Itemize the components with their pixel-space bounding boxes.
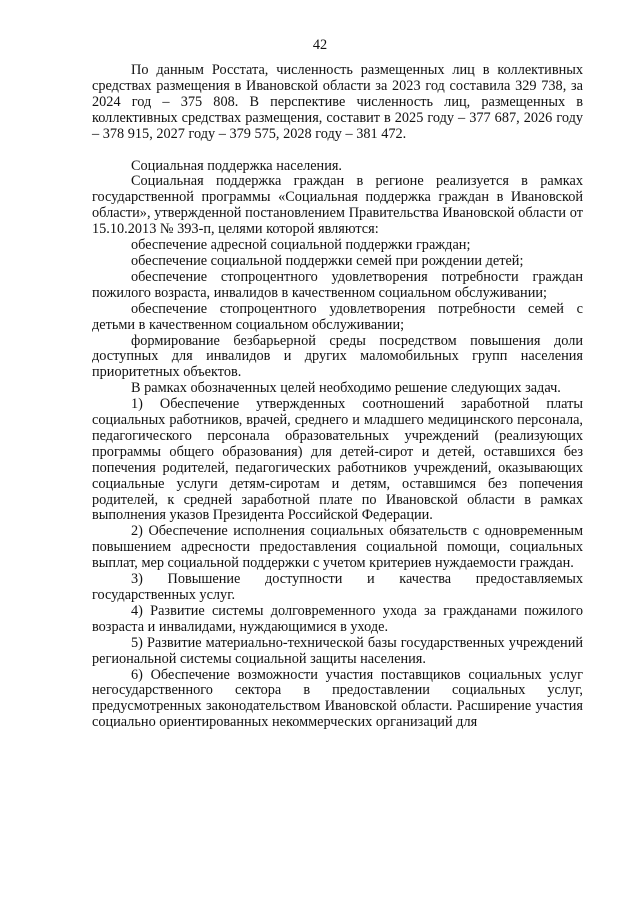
- goal-item: обеспечение стопроцентного удовлетворения потребности семей с детьми в качественном социальном обслуживании;: [92, 300, 583, 333]
- goal-item: формирование безбарьерной среды посредством повышения доли доступных для инвалидов и других маломобильных групп населения приоритетных объектов.: [92, 332, 583, 381]
- document-body: [92, 63, 583, 731]
- goal-item: обеспечение стопроцентного удовлетворения потребности граждан пожилого возраста, инвалидов в качественном социальном обслуживании;: [92, 268, 583, 301]
- paragraph-tasks-intro: В рамках обозначенных целей необходимо решение следующих задач.: [131, 380, 561, 397]
- paragraph-program: Социальная поддержка граждан в регионе реализуется в рамках государственной программы «Социальная поддержка граждан в Ивановской области», утвержденной постановлением Правительства Ивановской области от 15.10.2013 № 393-п, целями которой являются:: [92, 173, 583, 238]
- task-item: 2) Обеспечение исполнения социальных обязательств с одновременным повышением адресности предоставления социальной помощи, социальных выплат, мер социальной поддержки с учетом критериев нуждаемости граждан.: [92, 523, 583, 572]
- paragraph-statistics: По данным Росстата, численность размещенных лиц в коллективных средствах размещения в Ивановской области за 2023 год составила 329 738, за 2024 год – 375 808. В перспективе численность лиц, размещенных в коллективных средствах размещения, составит в 2025 году – 377 687, 2026 году – 378 915, 2027 году – 379 575, 2028 году – 381 472.: [92, 62, 583, 142]
- task-item: 6) Обеспечение возможности участия поставщиков социальных услуг негосударственного сектора в предоставлении социальных услуг, предусмотренных законодательством Ивановской области. Расширение участия социально ориентированных некоммерческих организаций для: [92, 666, 583, 731]
- task-item: 5) Развитие материально-технической базы государственных учреждений региональной системы социальной защиты населения.: [92, 634, 583, 667]
- task-item: 4) Развитие системы долговременного ухода за гражданами пожилого возраста и инвалидами, нуждающимися в уходе.: [92, 602, 583, 635]
- task-item: 3) Повышение доступности и качества предоставляемых государственных услуг.: [92, 571, 583, 603]
- paragraph-gap: [92, 143, 583, 159]
- task-item: 1) Обеспечение утвержденных соотношений заработной платы социальных работников, врачей, среднего и младшего медицинского персонала, педагогического персонала образовательных учреждений (реализующих программы общего образования) для детей-сирот и детей, оставшихся без попечения родителей, педагогических работников учреждений, оказывающих социальные услуги детям-сиротам и детям, оставшимся без попечения родителей, к средней заработной плате по Ивановской области в рамках выполнения указов Президента Российской Федерации.: [92, 396, 583, 524]
- goal-item: обеспечение адресной социальной поддержки граждан;: [131, 237, 471, 254]
- goal-item: обеспечение социальной поддержки семей при рождении детей;: [131, 252, 524, 269]
- page-number: 42: [312, 37, 328, 53]
- section-heading: Социальная поддержка населения.: [131, 157, 343, 174]
